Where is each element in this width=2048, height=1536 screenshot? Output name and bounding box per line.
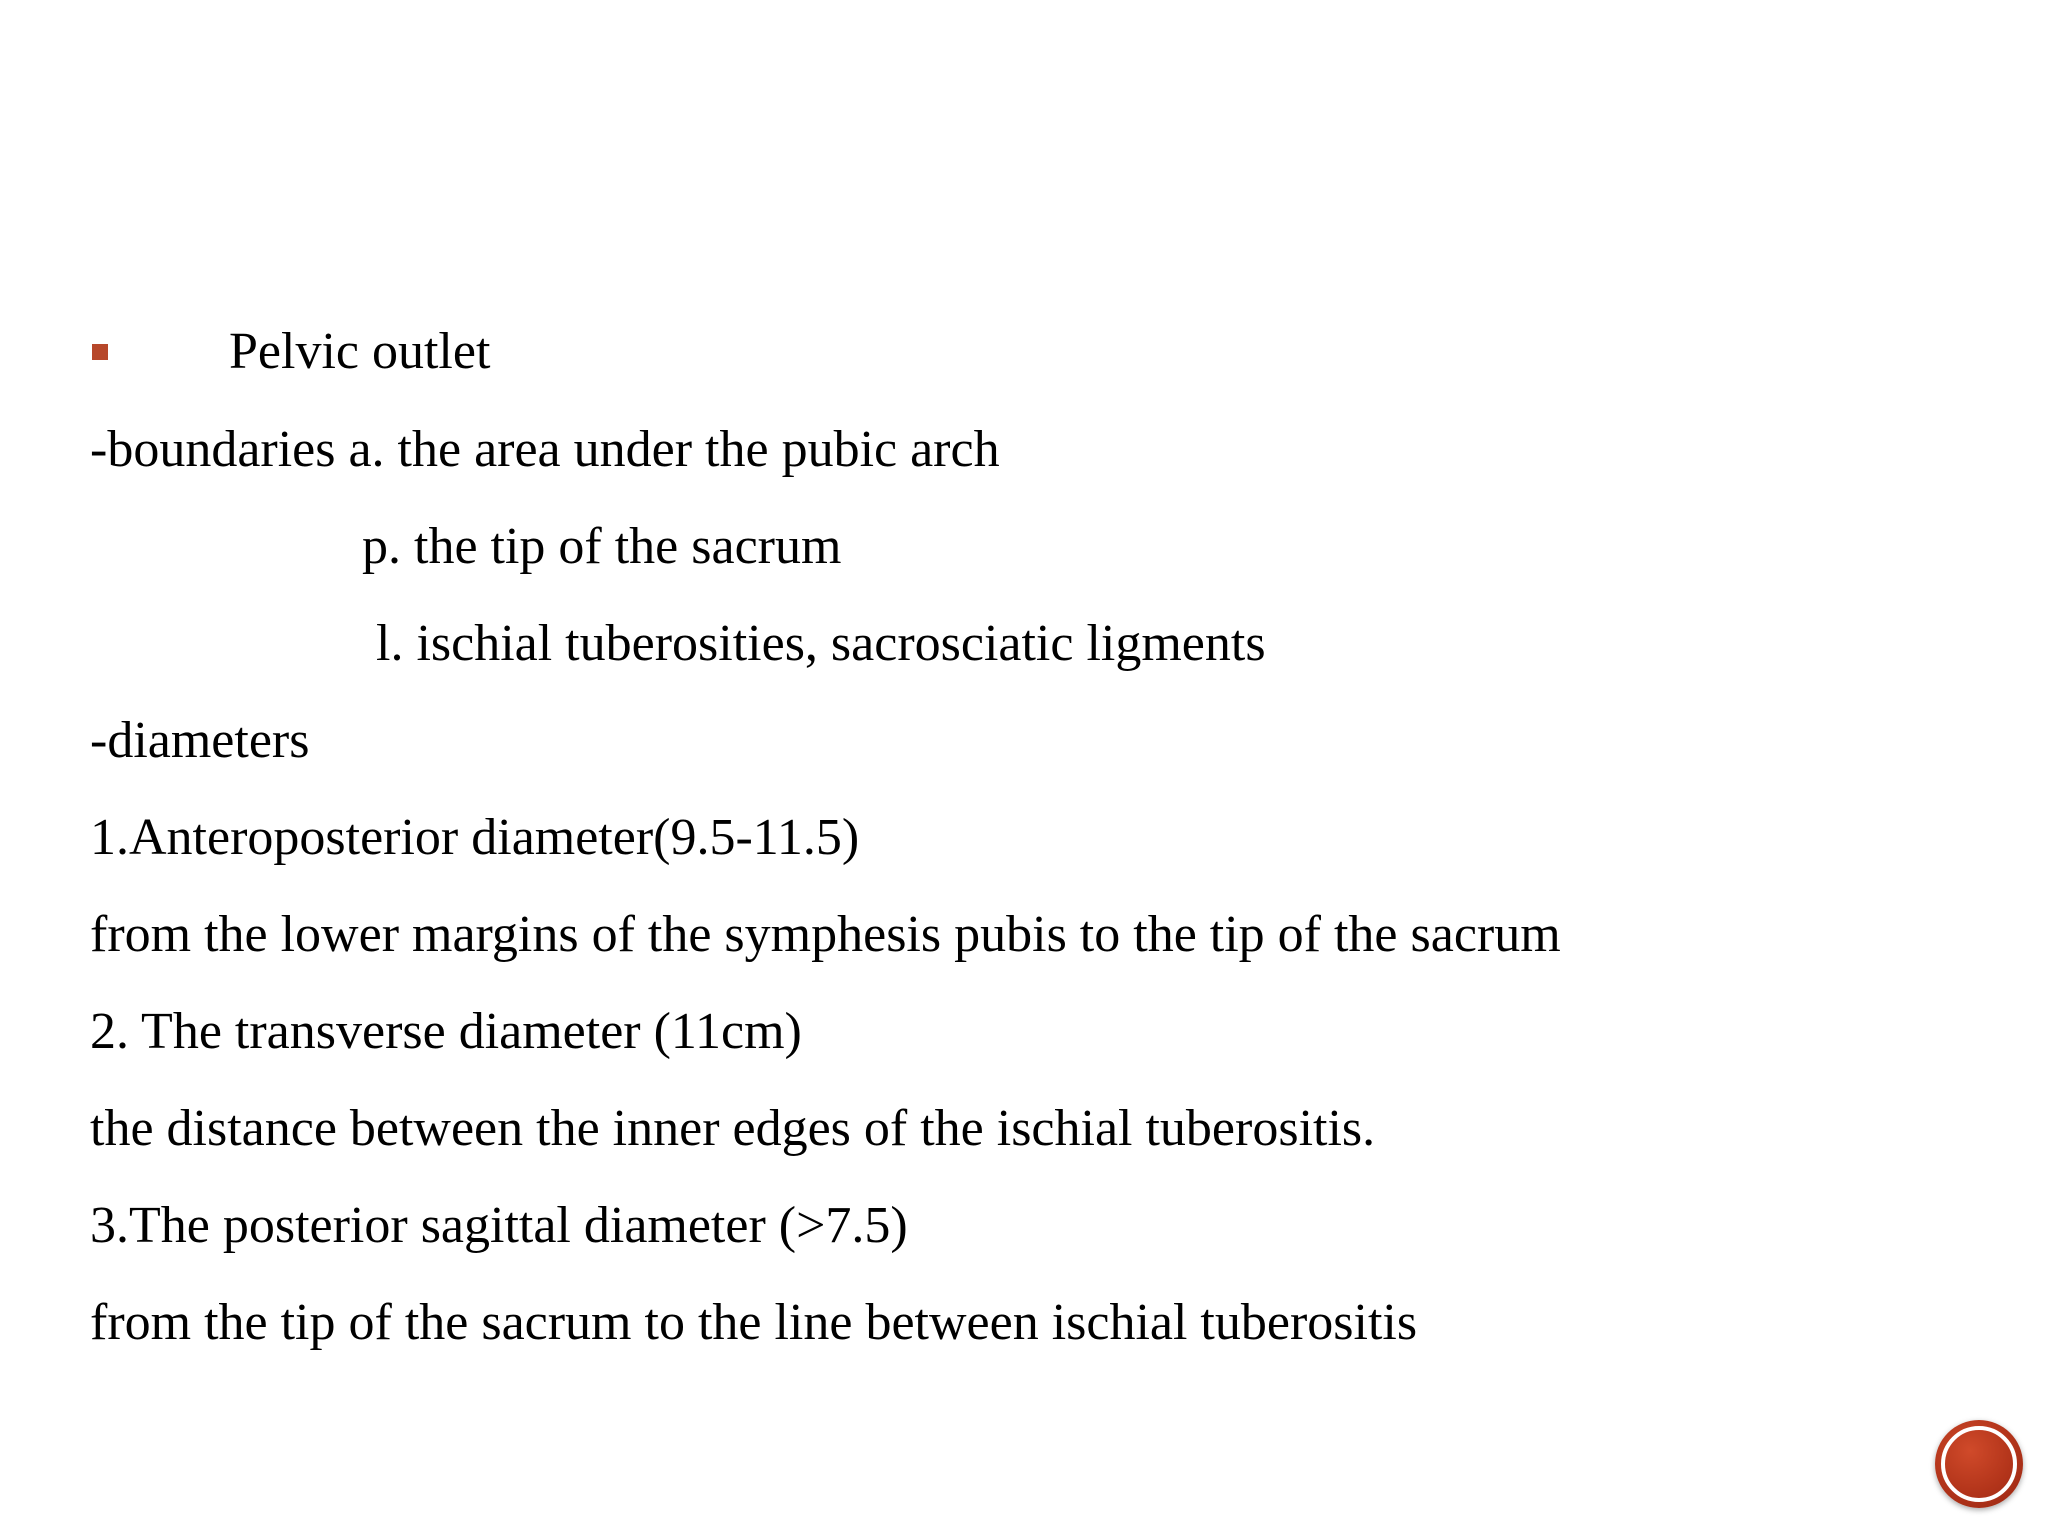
diameter-3-description: from the tip of the sacrum to the line between ischial tuberositis [90, 1294, 1418, 1351]
boundaries-lateral: l. ischial tuberosities, sacrosciatic ligments [376, 615, 1266, 672]
square-bullet-icon [92, 344, 108, 360]
boundaries-posterior: p. the tip of the sacrum [362, 518, 842, 575]
circle-nav-icon[interactable] [1935, 1420, 2023, 1508]
diameter-2-title: 2. The transverse diameter (11cm) [90, 1003, 802, 1060]
diameters-label: -diameters [90, 712, 310, 769]
slide-heading: Pelvic outlet [229, 323, 491, 380]
diameter-1-description: from the lower margins of the symphesis pubis to the tip of the sacrum [90, 906, 1561, 963]
diameter-2-description: the distance between the inner edges of the ischial tuberositis. [90, 1100, 1376, 1157]
boundaries-anterior: -boundaries a. the area under the pubic arch [90, 421, 1000, 478]
diameter-3-title: 3.The posterior sagittal diameter (>7.5) [90, 1197, 908, 1254]
diameter-1-title: 1.Anteroposterior diameter(9.5-11.5) [90, 809, 860, 866]
